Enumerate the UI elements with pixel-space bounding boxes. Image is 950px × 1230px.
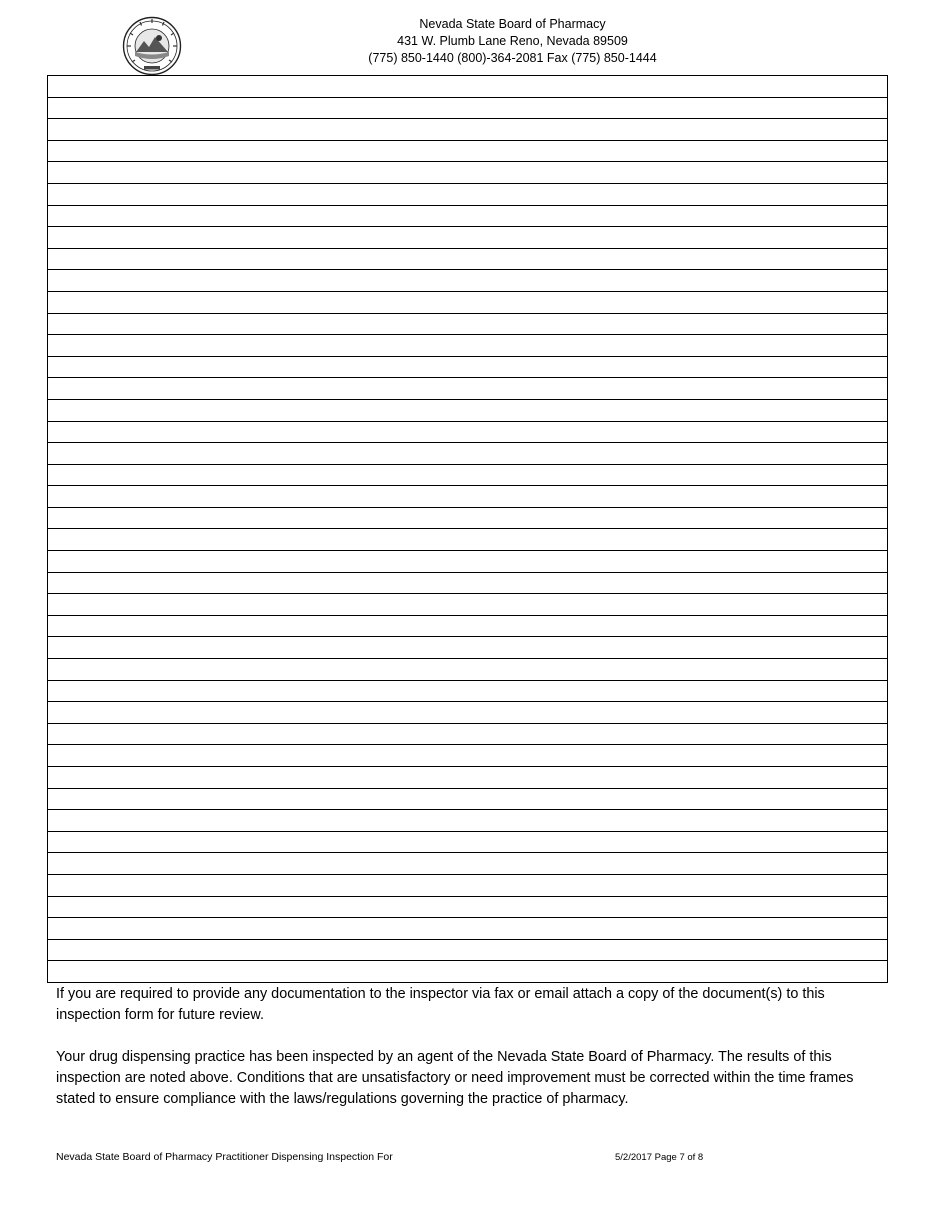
blank-line-row (48, 507, 888, 529)
blank-line-cell[interactable] (48, 572, 888, 594)
blank-line-row (48, 529, 888, 551)
inspection-notice: Your drug dispensing practice has been inspected by an agent of the Nevada State Board of Pharmacy. The results of this inspection are noted above. Conditions that are unsatisfactory or need improvement must be corrected within the time frames stated to ensure compliance with the laws/regulations governing the practice of pharmacy. (56, 1049, 854, 1107)
blank-line-cell[interactable] (48, 227, 888, 249)
blank-line-cell[interactable] (48, 529, 888, 551)
blank-line-cell[interactable] (48, 507, 888, 529)
blank-line-cell[interactable] (48, 767, 888, 789)
blank-line-row (48, 97, 888, 119)
blank-line-row (48, 810, 888, 832)
blank-line-cell[interactable] (48, 248, 888, 270)
blank-line-cell[interactable] (48, 680, 888, 702)
blank-line-row (48, 313, 888, 335)
footer-date-page: 5/2/2017 Page 7 of 8 (615, 1152, 704, 1163)
blank-line-cell[interactable] (48, 205, 888, 227)
blank-line-row (48, 227, 888, 249)
blank-line-row (48, 248, 888, 270)
blank-line-row (48, 615, 888, 637)
blank-line-row (48, 378, 888, 400)
footer-form-title: Nevada State Board of Pharmacy Practitioner Dispensing Inspection For (56, 1151, 393, 1163)
blank-line-row (48, 140, 888, 162)
blank-line-row (48, 723, 888, 745)
blank-line-row (48, 853, 888, 875)
blank-line-cell[interactable] (48, 378, 888, 400)
blank-line-cell[interactable] (48, 918, 888, 940)
blank-line-cell[interactable] (48, 874, 888, 896)
blank-line-row (48, 745, 888, 767)
blank-line-cell[interactable] (48, 723, 888, 745)
blank-line-row (48, 356, 888, 378)
blank-line-cell[interactable] (48, 745, 888, 767)
blank-line-cell[interactable] (48, 659, 888, 681)
blank-line-row (48, 443, 888, 465)
blank-line-row (48, 961, 888, 983)
blank-line-cell[interactable] (48, 443, 888, 465)
blank-line-cell[interactable] (48, 313, 888, 335)
blank-line-cell[interactable] (48, 810, 888, 832)
blank-line-cell[interactable] (48, 464, 888, 486)
blank-line-row (48, 874, 888, 896)
blank-line-cell[interactable] (48, 291, 888, 313)
blank-line-row (48, 291, 888, 313)
blank-line-cell[interactable] (48, 615, 888, 637)
blank-line-cell[interactable] (48, 183, 888, 205)
blank-line-row (48, 637, 888, 659)
blank-line-row (48, 162, 888, 184)
blank-line-cell[interactable] (48, 270, 888, 292)
blank-line-row (48, 183, 888, 205)
blank-line-cell[interactable] (48, 486, 888, 508)
blank-line-row (48, 486, 888, 508)
blank-line-cell[interactable] (48, 399, 888, 421)
blank-line-row (48, 680, 888, 702)
blank-line-cell[interactable] (48, 119, 888, 141)
blank-line-cell[interactable] (48, 961, 888, 983)
nevada-state-seal-icon (122, 16, 182, 76)
blank-line-row (48, 270, 888, 292)
blank-line-row (48, 788, 888, 810)
blank-line-row (48, 659, 888, 681)
blank-line-cell[interactable] (48, 76, 888, 98)
blank-line-row (48, 896, 888, 918)
blank-line-cell[interactable] (48, 853, 888, 875)
blank-line-cell[interactable] (48, 162, 888, 184)
blank-line-cell[interactable] (48, 356, 888, 378)
blank-line-cell[interactable] (48, 140, 888, 162)
blank-line-cell[interactable] (48, 831, 888, 853)
blank-line-cell[interactable] (48, 939, 888, 961)
blank-line-cell[interactable] (48, 896, 888, 918)
letterhead (310, 16, 715, 67)
notice-text (56, 984, 876, 1110)
blank-line-row (48, 831, 888, 853)
blank-line-cell[interactable] (48, 594, 888, 616)
blank-line-row (48, 464, 888, 486)
blank-line-row (48, 335, 888, 357)
documentation-notice: If you are required to provide any documentation to the inspector via fax or email attach a copy of the document(s) to this inspection form for future review. (56, 986, 825, 1023)
blank-line-row (48, 119, 888, 141)
org-contact: (775) 850-1440 (800)-364-2081 Fax (775) 850-1444 (368, 51, 657, 65)
org-name: Nevada State Board of Pharmacy (419, 17, 606, 31)
blank-line-row (48, 421, 888, 443)
blank-line-cell[interactable] (48, 421, 888, 443)
blank-lines-table (47, 75, 888, 983)
blank-line-cell[interactable] (48, 551, 888, 573)
blank-line-row (48, 76, 888, 98)
blank-line-row (48, 399, 888, 421)
blank-line-cell[interactable] (48, 97, 888, 119)
blank-line-row (48, 767, 888, 789)
blank-line-row (48, 702, 888, 724)
org-address: 431 W. Plumb Lane Reno, Nevada 89509 (397, 34, 628, 48)
blank-line-row (48, 594, 888, 616)
blank-line-cell[interactable] (48, 637, 888, 659)
blank-line-row (48, 939, 888, 961)
blank-line-cell[interactable] (48, 788, 888, 810)
blank-line-row (48, 572, 888, 594)
blank-line-cell[interactable] (48, 335, 888, 357)
blank-line-row (48, 551, 888, 573)
blank-line-row (48, 205, 888, 227)
blank-line-cell[interactable] (48, 702, 888, 724)
blank-line-row (48, 918, 888, 940)
